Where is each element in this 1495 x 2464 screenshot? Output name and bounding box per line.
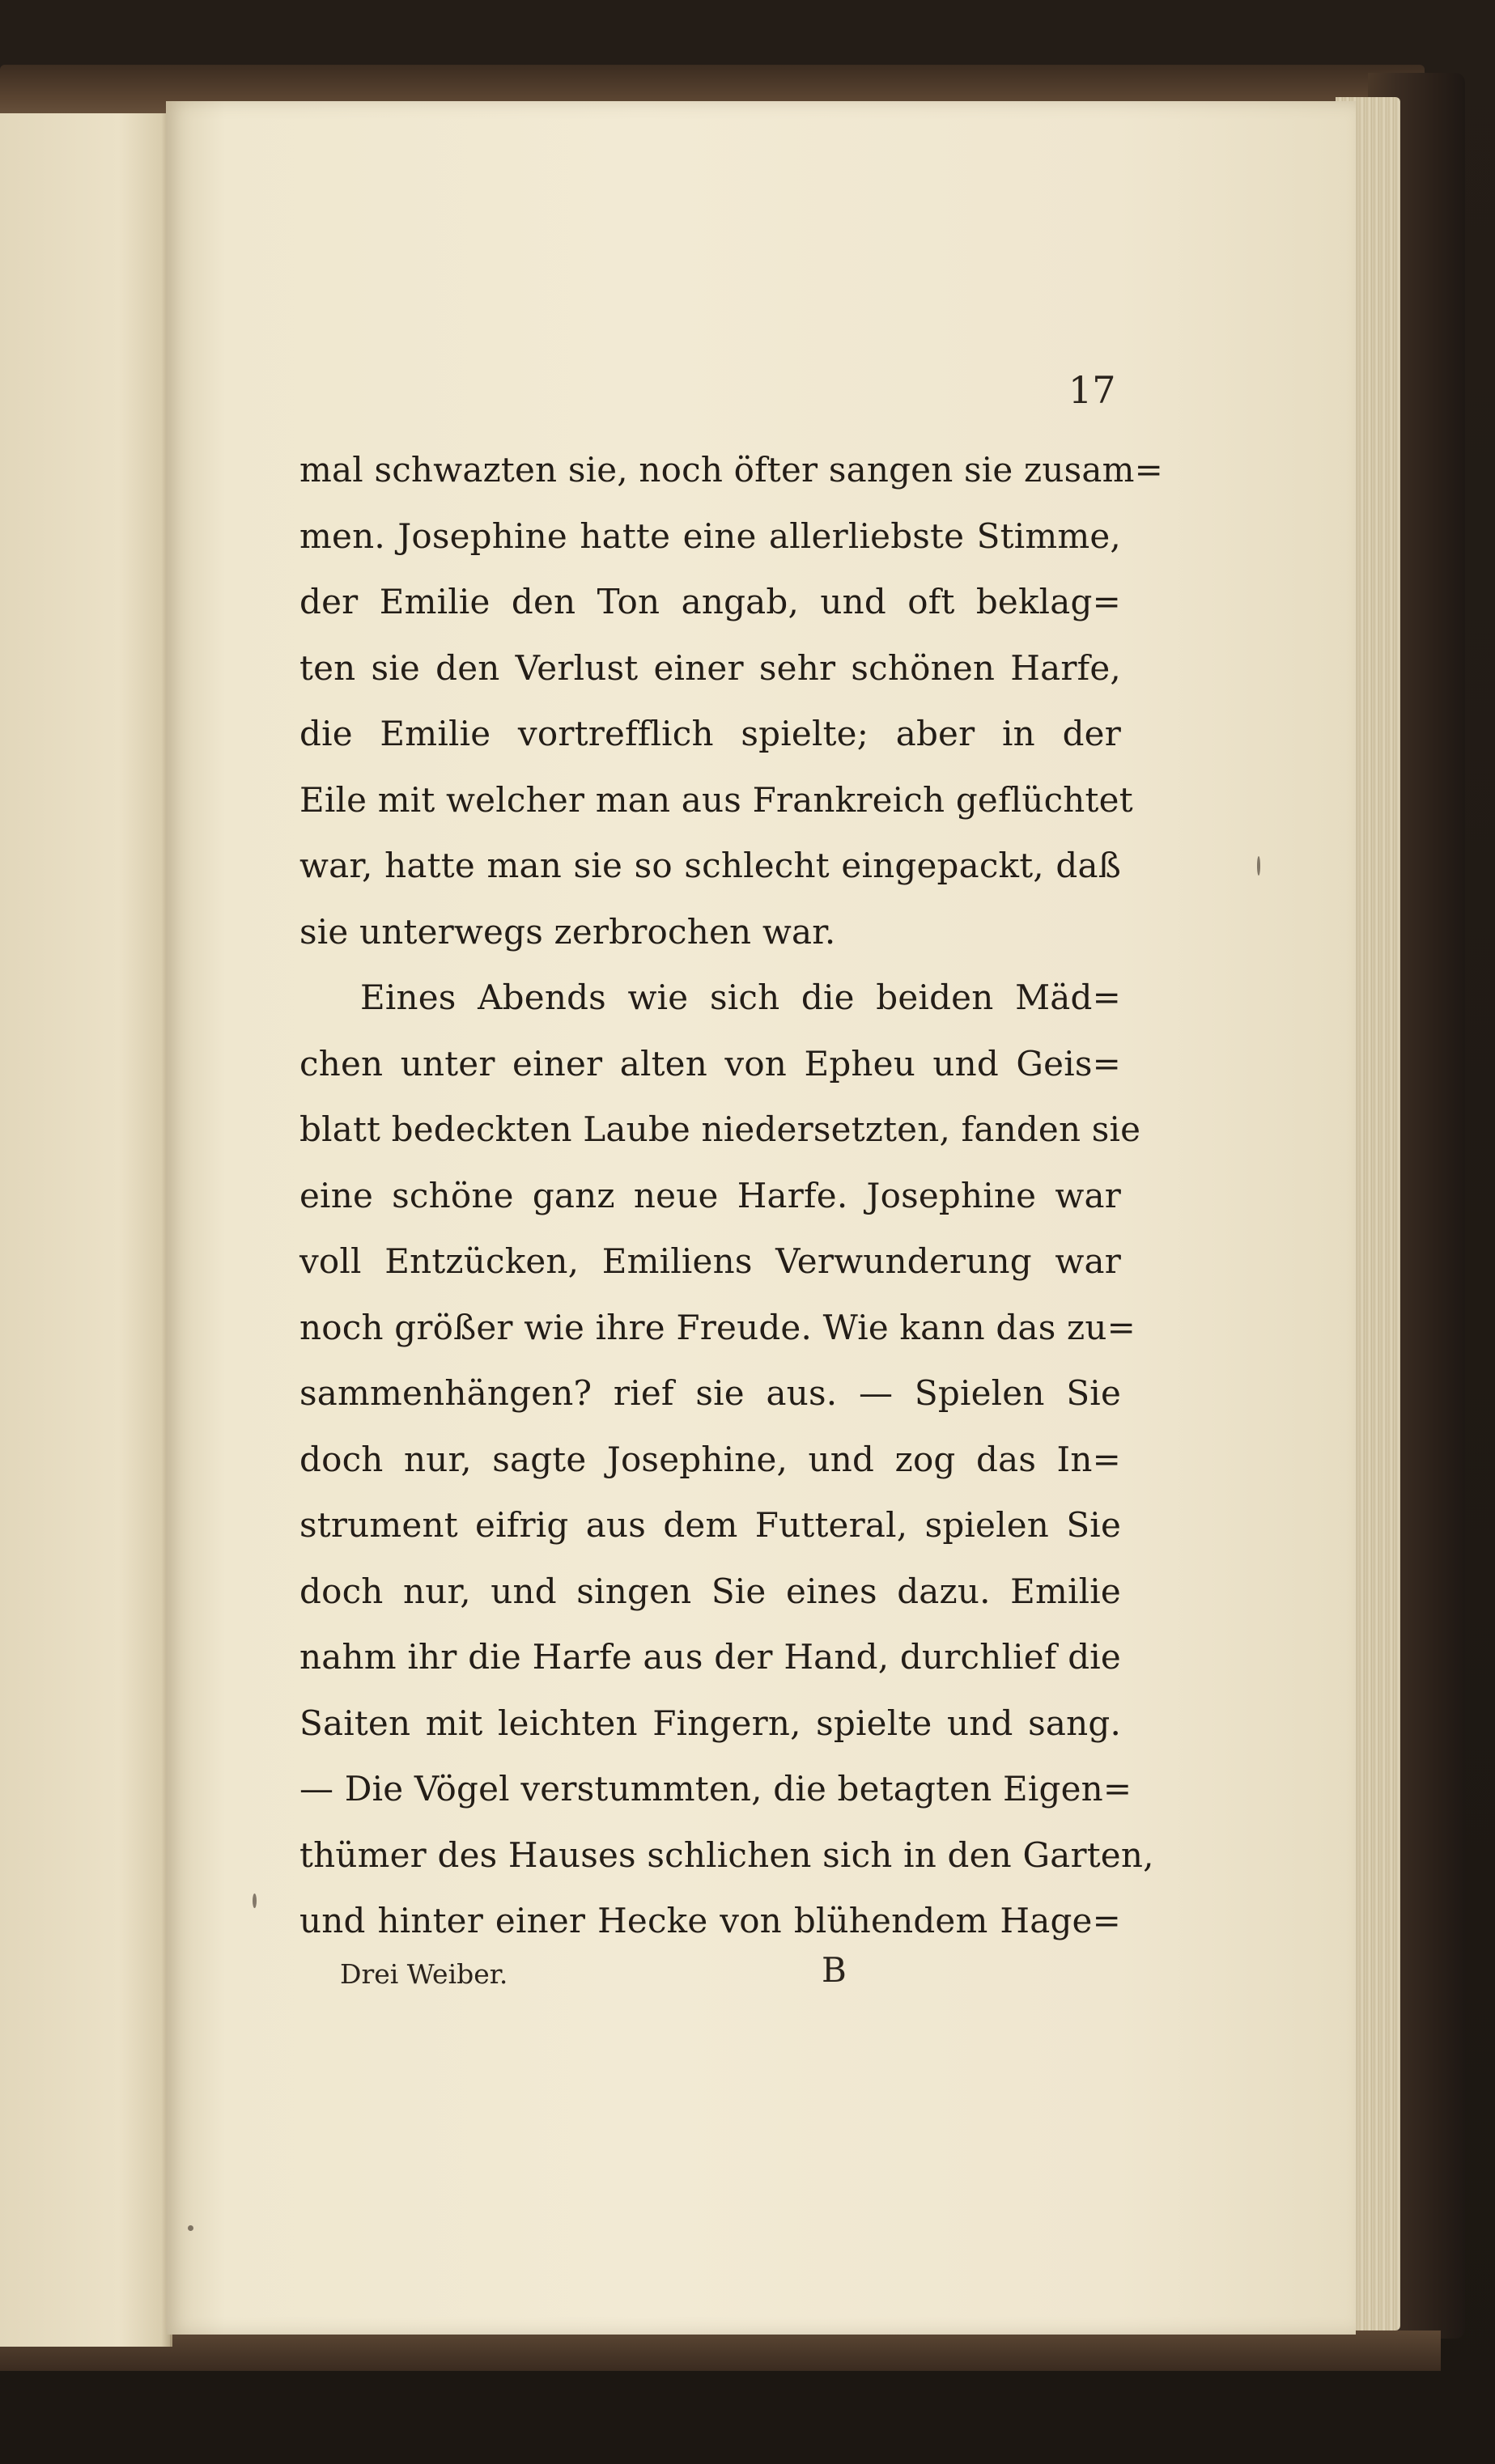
footer-title: Drei Weiber.	[340, 1958, 508, 1990]
ink-speck	[253, 1894, 257, 1908]
text-line: blatt bedeckten Laube niedersetzten, fanden sie	[299, 1109, 1141, 1149]
ink-speck	[1257, 856, 1260, 876]
text-line: die Emilie vortrefflich spielte; aber in der	[299, 714, 1121, 753]
signature-mark: B	[822, 1950, 847, 1990]
text-line: doch nur, sagte Josephine, und zog das In=	[299, 1439, 1121, 1479]
text-line: — Die Vögel verstummten, die betagten Eigen=	[299, 1769, 1132, 1809]
text-line: Saiten mit leichten Fingern, spielte und sang.	[299, 1703, 1121, 1743]
text-line: strument eifrig aus dem Futteral, spielen Sie	[299, 1505, 1121, 1545]
text-line: doch nur, und singen Sie eines dazu. Emilie	[299, 1571, 1121, 1611]
body-text	[299, 437, 1163, 1954]
left-page	[0, 113, 172, 2347]
book-cover-bottom-edge	[0, 2330, 1441, 2371]
text-line: thümer des Hauses schlichen sich in den Garten,	[299, 1834, 1154, 1875]
text-line: sie unterwegs zerbrochen war.	[299, 911, 836, 952]
text-line: nahm ihr die Harfe aus der Hand, durchlief die	[299, 1637, 1121, 1677]
page-number: 17	[1068, 368, 1116, 412]
text-line: voll Entzücken, Emiliens Verwunderung war	[299, 1241, 1121, 1281]
text-line: der Emilie den Ton angab, und oft beklag=	[299, 582, 1121, 621]
text-line: eine schöne ganz neue Harfe. Josephine war	[299, 1175, 1121, 1215]
text-line: noch größer wie ihre Freude. Wie kann das zu=	[299, 1307, 1136, 1347]
text-line: war, hatte man sie so schlecht eingepackt, daß	[299, 846, 1121, 885]
text-line: men. Josephine hatte eine allerliebste Stimme,	[299, 515, 1121, 556]
text-line: sammenhängen? rief sie aus. — Spielen Sie	[299, 1373, 1121, 1413]
text-line: Eile mit welcher man aus Frankreich geflüchtet	[299, 779, 1133, 820]
ink-speck	[188, 2225, 193, 2231]
text-line: Eines Abends wie sich die beiden Mäd=	[360, 978, 1121, 1017]
text-line: und hinter einer Hecke von blühendem Hage=	[299, 1901, 1121, 1940]
text-line: ten sie den Verlust einer sehr schönen Harfe,	[299, 647, 1121, 688]
text-line: mal schwazten sie, noch öfter sangen sie zusam=	[299, 450, 1163, 490]
text-line: chen unter einer alten von Epheu und Geis=	[299, 1043, 1121, 1084]
